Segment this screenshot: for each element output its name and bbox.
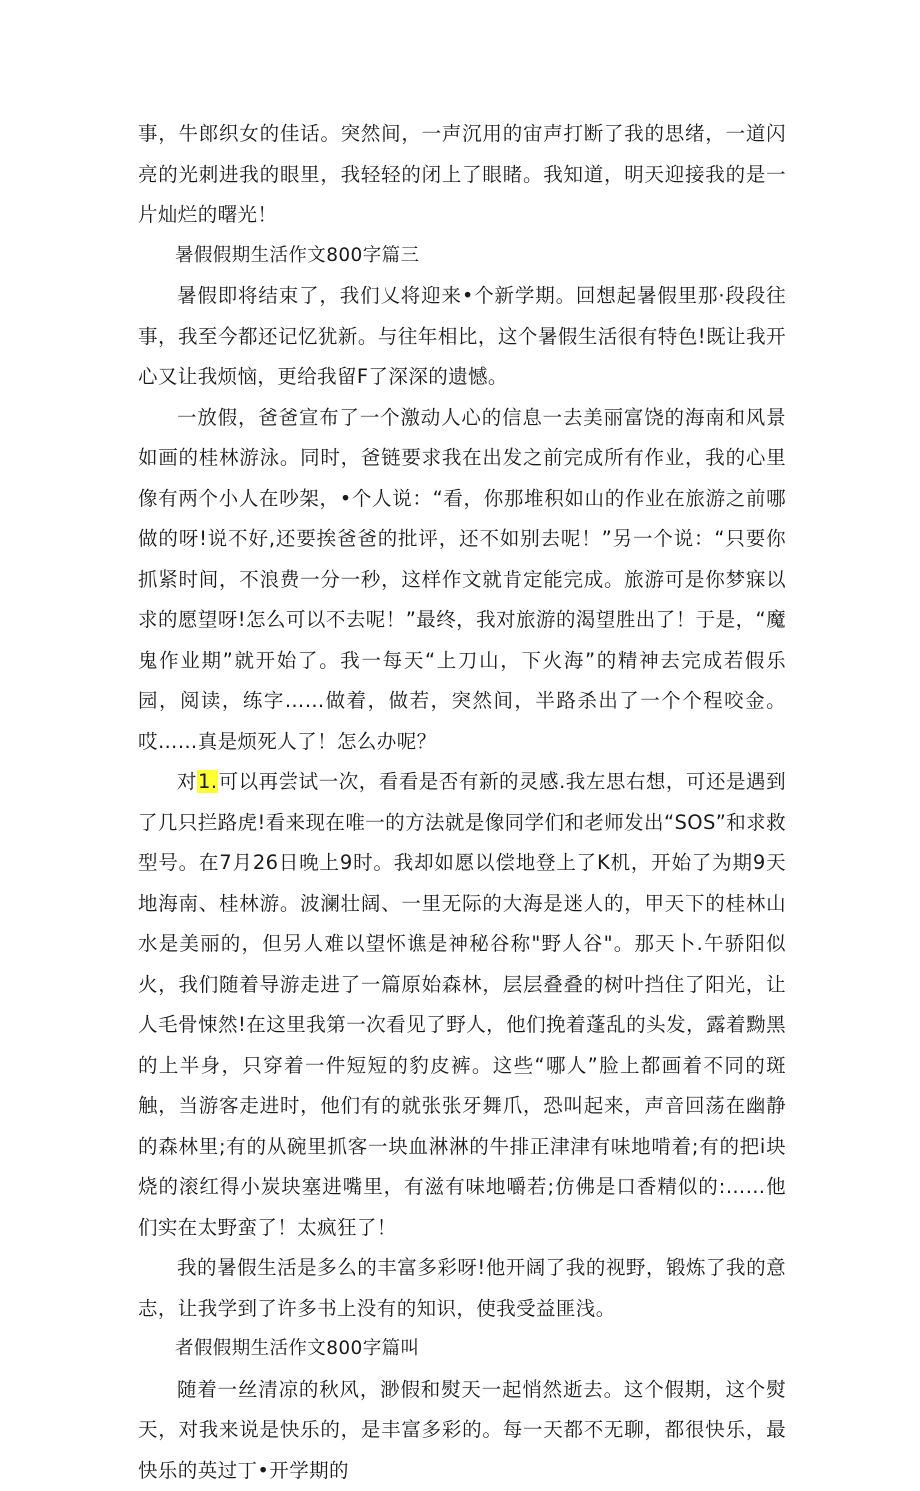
paragraph-4: 我的暑假生活是多么的丰富多彩呀!他开阔了我的视野，锻炼了我的意志，让我学到了许多书上没有的知识，使我受益匪浅。: [138, 1248, 786, 1329]
paragraph-5: 随着一丝清凉的秋风，渺假和熨天一起悄然逝去。这个假期，这个熨天，对我来说是快乐的，是丰富多彩的。每一天都不无聊，都很快乐，最快乐的英过丁•开学期的: [138, 1370, 786, 1491]
paragraph-2: 一放假，爸爸宣布了一个激动人心的信息一去美丽富饶的海南和风景如画的桂林游泳。同时，爸链要求我在出发之前完成所有作业，我的心里像有两个小人在吵架，•个人说：“看，你那堆积如山的作业在旅游之前哪做的呀!说不好,还要挨爸爸的批评，还不如别去呢！”另一个说：“只要你抓紧时间，不浪费一分一秒，这样作文就肯定能完成。旅游可是你梦寐以求的愿望呀!怎么可以不去呢！”最终，我对旅游的渴望胜出了！于是，“魔鬼作业期”就开始了。我一每天“上刀山，下火海”的精神去完成若假乐园，阅读，练字……做着，做若，突然间，半路杀出了一个个程咬金。哎……真是烦死人了！怎么办呢？: [138, 398, 786, 763]
section-heading-4: 者假假期生活作文800字篇叫: [138, 1329, 786, 1370]
section-heading-3: 暑假假期生活作文800字篇三: [138, 236, 786, 277]
document-body: [138, 114, 786, 1491]
highlighted-text: 1.: [197, 770, 218, 793]
paragraph-3-rest: 可以再尝试一次，看看是否有新的灵感.我左思右想，可还是遇到了几只拦路虎!看来现在唯一的方法就是像同学们和老师发出“SOS”和求救型号。在7月26日晚上9时。我却如愿以偿地登上了K机，开始了为期9天地海南、桂林游。波澜壮阔、一里无际的大海是迷人的，甲天下的桂林山水是美丽的，但另人难以望怀谯是神秘谷称"野人谷"。那天卜.午骄阳似火，我们随着导游走进了一篇原始森林，层层叠叠的树叶挡住了阳光，让人毛骨悚然!在这里我第一次看见了野人，他们挽着蓬乱的头发，露着黝黑的上半身，只穿着一件短短的豹皮裤。这些“哪人”脸上都画着不同的斑触，当游客走进时，他们有的就张张牙舞爪，恐叫起来，声音回荡在幽静的森林里;有的从碗里抓客一块血淋淋的牛排正津津有味地啃着;有的把i块烧的滚红得小炭块塞进嘴里，有滋有味地嚼若;仿佛是口香精似的:……他们实在太野蛮了！太疯狂了！: [138, 770, 786, 1239]
paragraph-continuation: 事，牛郎织女的佳话。突然间，一声沉用的宙声打断了我的思绪，一道闪亮的光刺进我的眼里，我轻轻的闭上了眼睹。我知道，明天迎接我的是一片灿烂的曙光！: [138, 114, 786, 236]
paragraph-3: [138, 762, 786, 1248]
paragraph-3-start: 对: [177, 770, 197, 793]
paragraph-1: 暑假即将结束了，我们乂将迎来•个新学期。回想起暑假里那·段段往事，我至今都还记忆犹新。与往年相比，这个暑假生活很有特色!既让我开心又让我烦恼，更给我留F了深深的遗憾。: [138, 276, 786, 398]
